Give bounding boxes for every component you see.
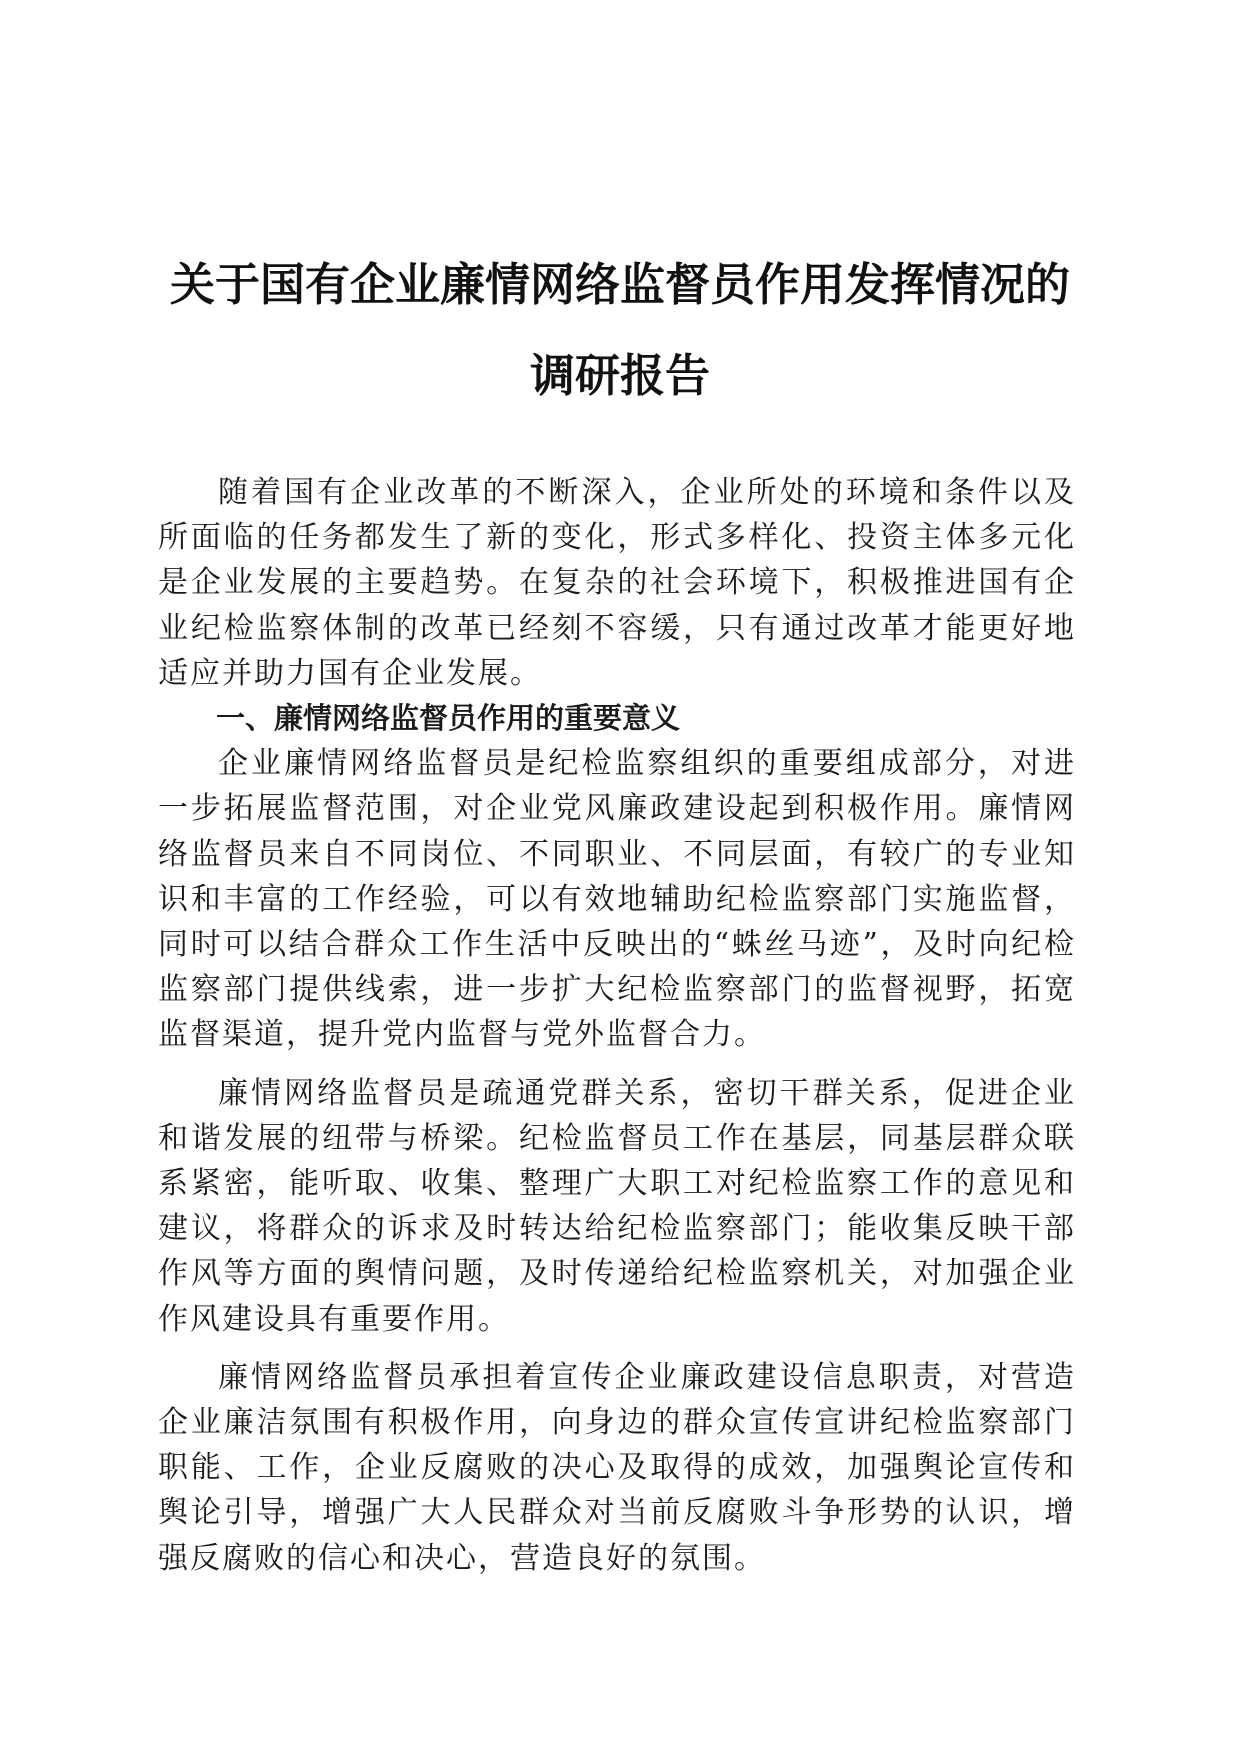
document-title-line-1: 关于国有企业廉情网络监督员作用发挥情况的: [169, 258, 1070, 311]
section-heading-1: 一、廉情网络监督员作用的重要意义: [216, 701, 681, 736]
document-title-line-2: 调研报告: [529, 349, 710, 402]
document-body: [158, 470, 1076, 1581]
paragraph-significance-3: 廉情网络监督员承担着宣传企业廉政建设信息职责，对营造企业廉洁氛围有积极作用，向身边的群众宣传宣讲纪检监察部门职能、工作，企业反腐败的决心及取得的成效，加强舆论宣传和舆论引导，增强广大人民群众对当前反腐败斗争形势的认识，增强反腐败的信心和决心，营造良好的氛围。: [158, 1359, 1076, 1576]
paragraph-intro: 随着国有企业改革的不断深入，企业所处的环境和条件以及所面临的任务都发生了新的变化，形式多样化、投资主体多元化是企业发展的主要趋势。在复杂的社会环境下，积极推进国有企业纪检监察体制的改革已经刻不容缓，只有通过改革才能更好地适应并助力国有企业发展。: [158, 475, 1076, 691]
paragraph-significance-2: 廉情网络监督员是疏通党群关系，密切干群关系，促进企业和谐发展的纽带与桥梁。纪检监督员工作在基层，同基层群众联系紧密，能听取、收集、整理广大职工对纪检监察工作的意见和建议，将群众的诉求及时转达给纪检监察部门；能收集反映干部作风等方面的舆情问题，及时传递给纪检监察机关，对加强企业作风建设具有重要作用。: [158, 1075, 1076, 1337]
paragraph-significance-1: 企业廉情网络监督员是纪检监察组织的重要组成部分，对进一步拓展监督范围，对企业党风廉政建设起到积极作用。廉情网络监督员来自不同岗位、不同职业、不同层面，有较广的专业知识和丰富的工作经验，可以有效地辅助纪检监察部门实施监督，同时可以结合群众工作生活中反映出的“蛛丝马迹”，及时向纪检监察部门提供线索，进一步扩大纪检监察部门的监督视野，拓宽监督渠道，提升党内监督与党外监督合力。: [158, 746, 1076, 1053]
